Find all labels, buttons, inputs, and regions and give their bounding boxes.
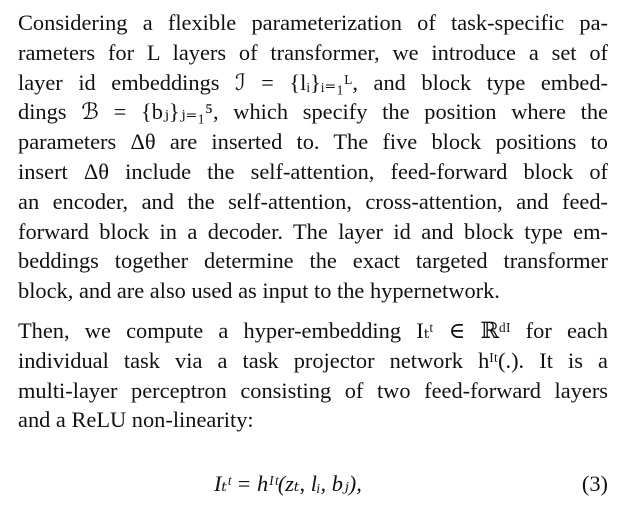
paragraph-line: beddings together determine the exact targeted transformer [18, 248, 608, 274]
paragraph-line: layer id embeddings ℐ = {lᵢ}ᵢ₌₁ᴸ, and block type embed- [18, 69, 608, 95]
equation-expression: Iₜᵗ = hᴵᵗ(zₜ, lᵢ, bⱼ), [214, 471, 362, 496]
paragraph-task-parameterization [18, 8, 608, 306]
paragraph-line: Then, we compute a hyper-embedding Iₜᵗ ∈ ℝᵈᴵ for each [18, 317, 608, 343]
paragraph-line: an encoder, and the self-attention, cross-attention, and feed- [18, 188, 608, 214]
paper-page [18, 8, 608, 496]
paragraph-line: forward block in a decoder. The layer id and block type em- [18, 218, 608, 244]
paragraph-line: dings ℬ = {bⱼ}ⱼ₌₁⁵, which specify the position where the [18, 99, 608, 125]
paragraph-line: multi-layer perceptron consisting of two feed-forward layers [18, 377, 608, 403]
paragraph-line: insert Δθ include the self-attention, feed-forward block of [18, 158, 608, 184]
equation-number: (3) [581, 471, 608, 496]
paragraph-line: rameters for L layers of transformer, we introduce a set of [18, 39, 608, 65]
paragraph-line: Considering a flexible parameterization of task-specific pa- [18, 10, 608, 35]
paragraph-line: and a ReLU non-linearity: [18, 407, 254, 433]
paragraph-line: individual task via a task projector network hᴵᵗ(.). It is a [18, 347, 608, 373]
paragraph-line: block, and are also used as input to the hypernetwork. [18, 278, 500, 304]
paragraph-line: parameters Δθ are inserted to. The five block positions to [18, 129, 608, 155]
paragraph-hyper-embedding [18, 316, 608, 435]
display-equation [18, 465, 608, 505]
